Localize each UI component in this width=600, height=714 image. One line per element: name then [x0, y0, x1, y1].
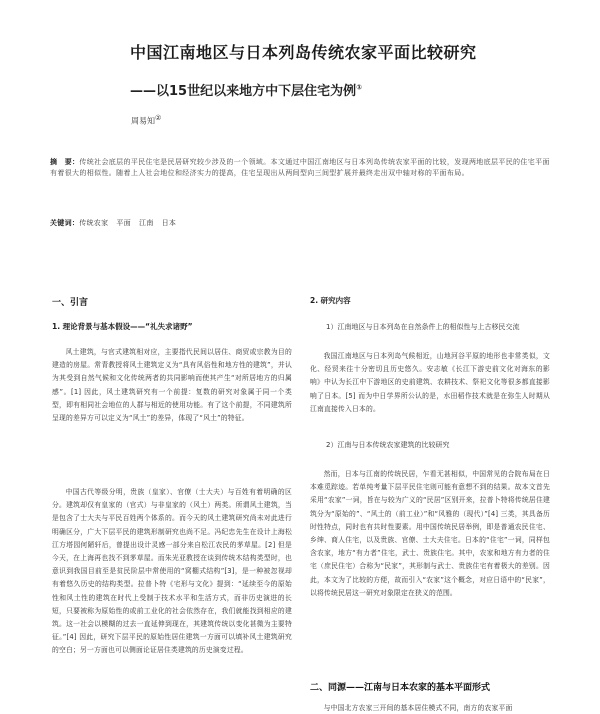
- keywords: [50, 218, 184, 228]
- subsection-heading-theory: 1. 理论背景与基本假设——“礼失求诸野”: [52, 322, 193, 331]
- keyword: 传统农家: [79, 219, 109, 227]
- abstract-text: 传统社会底层的平民住宅是民居研究较少涉及的一个领域。本文通过中国江南地区与日本列岛传统农家平面的比较，发现两地底层平民的住宅平面有着很大的相似性。随着上人社会地位和经济实力的提高，住宅呈现出从两间型向三间型扩展并最终走出双中轴对称的平面布局。: [50, 158, 550, 178]
- keyword: 江南: [139, 219, 154, 227]
- paragraph: 我国江南地区与日本列岛气候相近，山地河谷平原的地形也非常类似，文化、经贸来往十分密切且历史悠久。安志敏《长江下游史前文化对海东的影响》中认为长江中下游地区的史前建筑、农耕技术、祭祀文化等很多都直接影响了日本。[5] 而为中日学界所公认的是，水田稻作技术就是在弥生人时期从江南直接传入日本的。: [310, 352, 550, 413]
- subtitle-footnote-mark: ①: [356, 83, 363, 92]
- paper-title: 中国江南地区与日本列岛传统农家平面比较研究: [130, 43, 477, 62]
- author-footnote-mark: ②: [155, 114, 162, 122]
- list-item-heading: 2）江南与日本传统农家建筑的比较研究: [326, 441, 450, 449]
- keywords-label: 关键词：: [50, 219, 80, 227]
- paragraph: 中国古代等级分明，贵族（皇家）、官僚（士大夫）与百姓有着明确的区分。建筑却仅有皇家的（官式）与非皇家的（风土）两类。所谓风土建筑，当是包含了士大夫与平民百姓两个体系的。而今天的风土建筑研究尚未对此进行明确区分，广大下层平民的建筑形制研究也尚不足。冯纪忠先生在设计上海松江方塔园何陋轩后，曾提出设计灵感一部分来自松江农民的茅草屋。[2] 但是今天，在上海再也找不到茅草屋。而朱光亚教授在谈到传统木结构类型时，也意识到我国目前至是贫民阶层中常使用的“窝棚式结构”[3]，是一种被忽视却有着悠久历史的结构类型。拉普卜特《宅形与文化》提到：“延续至今的原始性和风土性的建筑在时代上受制于技术水平和生活方式，而非历史演进的长短，只要被称为原始性的或前工业化的社会依然存在，我们就能找到相应的建筑。这一社会以模糊的过去一直延伸到现在，其建筑传统以变化甚微为主要特征。”[4] 因此，研究下层平民的原始性居住建筑一方面可以填补风土建筑研究的空白；另一方面也可以侧面论证居住类建筑的历史演变过程。: [52, 488, 292, 655]
- abstract: [50, 157, 550, 179]
- abstract-label: 摘 要：: [50, 158, 80, 166]
- subtitle-text: ——以15世纪以来地方中下层住宅为例: [130, 84, 357, 99]
- section-heading-common-origin: 二、同源——江南与日本农家的基本平面形式: [310, 683, 491, 693]
- list-item-heading: 1）江南地区与日本列岛在自然条件上的相似性与上古移民交流: [326, 323, 520, 331]
- paragraph: 风土建筑，与官式建筑相对应，主要指代民间以居住、商贸或宗教为目的建造的房屋。常青教授将风土建筑定义为“具有风俗性和地方性的建筑”，并认为其受到自然气候和文化传统两者的共同影响而使其产生“对所居地方的归属感”。[1] 因此，风土建筑研究有一个前提：复数的研究对象属于同一个类型，即有相同社会地位的人群与相近的使用功能。有了这个前提，不同建筑所呈现的差异方可以定义为“风土”的差异，体现了“风土”的特征。: [52, 348, 292, 423]
- section-heading-introduction: 一、引言: [52, 298, 89, 308]
- subsection-heading-research-content: 2. 研究内容: [310, 296, 351, 305]
- paragraph: 然而，日本与江南的传统民居，乍看无甚相似，中国常见的合院布局在日本难觅踪迹。若单纯考量下层平民住宅则可能有意想不到的结果。故本文首先采用“农家”一词，旨在与较为广义的“民居”区别开来，拉普卜特将传统居住建筑分为“原始的”、“风土的（前工业）”和“风雅的（现代）”[4] 三类，其具备历时性特点，同时也有共时性要素。用中国传统民居举例，即是普通农民住宅、乡绅、商人住宅，以及贵族、官僚、士大夫住宅。日本的“住宅”一词，同样包含农家，地方“有力者”住宅，武士、贵族住宅。其中，农家和地方有力者的住宅（庶民住宅）合称为“民家”，其形制与武士、贵族住宅有着极大的差别。因此，本文为了比较的方便，故而引入“农家”这个概念，对应日语中的“民家”，以将传统民居这一研究对象限定在狭义的范围。: [310, 470, 550, 597]
- keyword: 平面: [116, 219, 132, 227]
- author-name: [131, 114, 161, 127]
- keyword: 日本: [161, 219, 177, 227]
- author-text: 周易知: [131, 116, 155, 126]
- paragraph: 与中国北方农家三开间的基本居住模式不同，南方的农家平面: [323, 704, 513, 712]
- paper-subtitle: [130, 80, 362, 99]
